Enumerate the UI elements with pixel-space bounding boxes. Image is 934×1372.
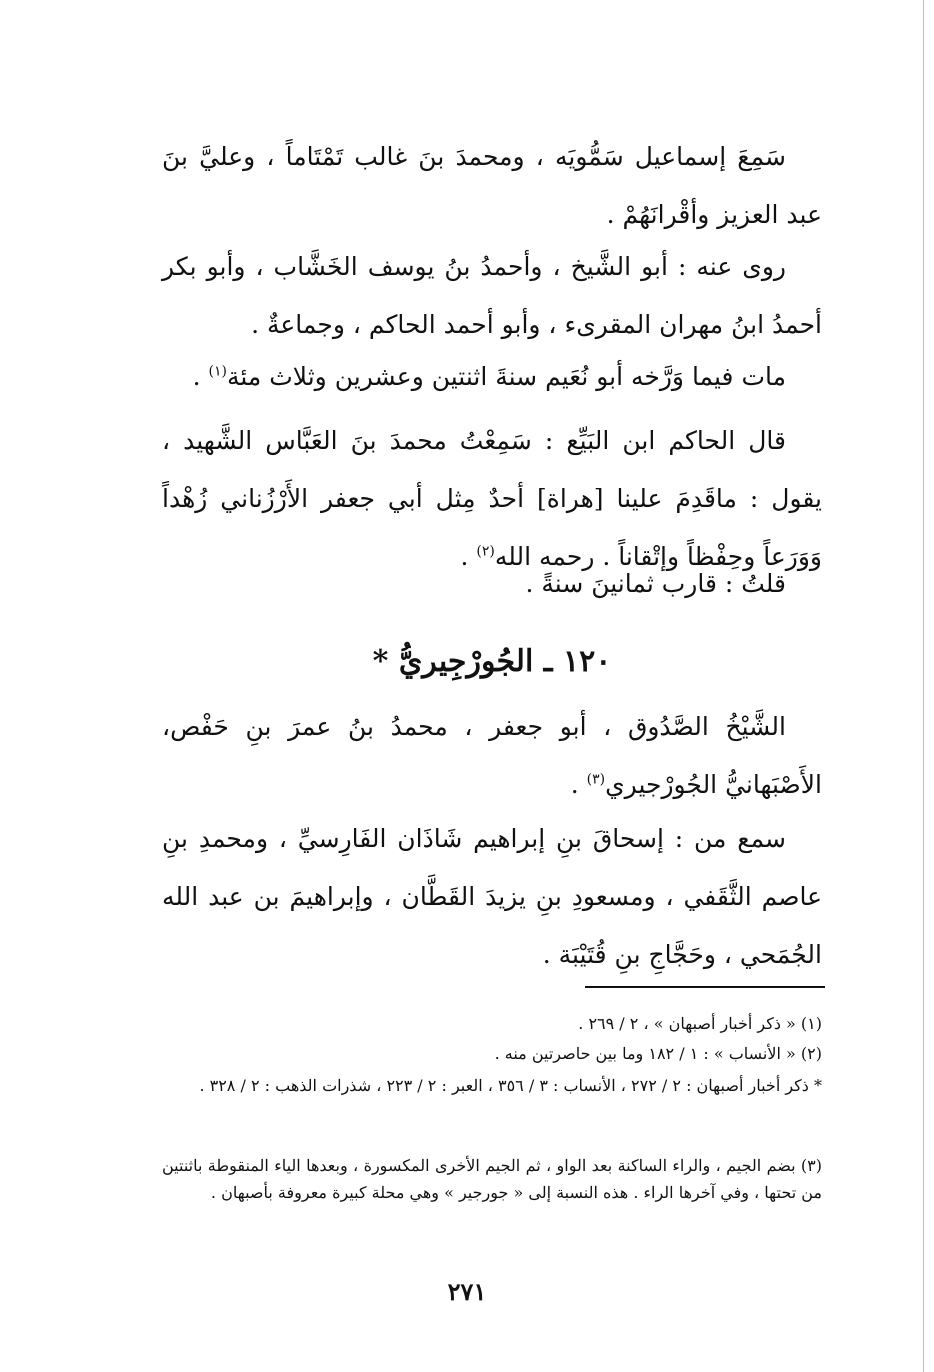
heading-star-mark: *: [372, 644, 389, 679]
paragraph-biography-intro: [162, 698, 822, 814]
footnote-3: (٣) بضم الجيم ، والراء الساكنة بعد الواو ، ثم الجيم الأخرى المكسورة ، وبعدها الياء المنقوطة باثنتين من تحتها ، وفي آخرها الراء . هذه النسبة إلى « جورجير » وهي محلة كبيرة معروفة بأصبهان .: [162, 1156, 822, 1202]
death-end: .: [192, 362, 209, 391]
entry-title: ١٢٠ ـ الجُورْجِيريُّ: [398, 644, 612, 679]
footnote-ref-2: (٢): [476, 543, 495, 560]
footnote-separator: [585, 986, 825, 988]
hakim-end: .: [460, 542, 477, 571]
biography-end: .: [570, 770, 587, 799]
paragraph-students: روى عنه : أبو الشَّيخ ، وأحمدُ بنُ يوسف الخَشَّاب ، وأبو بكر أحمدُ ابنُ مهران المقرىء ، وأبو أحمد الحاكم ، وجماعةٌ .: [162, 252, 822, 339]
footnote-1: (١) « ذكر أخبار أصبهان » ، ٢ / ٢٦٩ .: [578, 1014, 822, 1033]
page-number: ٢٧١: [447, 1277, 487, 1306]
footnote-2: (٢) « الأنساب » : ١ / ١٨٢ وما بين حاصرتين منه .: [494, 1044, 822, 1063]
paragraph-death: [162, 348, 822, 406]
paragraph-heard-from: سمع من : إسحاقَ بنِ إبراهيم شَاذَان الفَارِسيِّ ، ومحمدِ بنِ عاصم الثَّقَفي ، ومسعودِ بنِ يزيدَ القَطَّان ، وإبراهيمَ بن عبد الله الجُمَحي ، وحَجَّاجِ بنِ قُتَيْبَة .: [162, 824, 822, 969]
paragraph-teachers: سَمِعَ إسماعيل سَمُّويَه ، ومحمدَ بنَ غالب تَمْتَاماً ، وعليَّ بنَ عبد العزيز وأقْرانَهُمْ .: [162, 142, 822, 229]
death-text: مات فيما وَرَّخه أبو نُعَيم سنةَ اثنتين وعشرين وثلاث مئة: [226, 362, 786, 391]
footnote-ref-3: (٣): [586, 771, 606, 788]
footnote-ref-1: (١): [208, 363, 227, 380]
biography-text: الشَّيْخُ الصَّدُوق ، أبو جعفر ، محمدُ بنُ عمرَ بنِ حَفْص، الأَصْبَهانيُّ الجُورْجيري: [162, 712, 822, 799]
entry-heading: [162, 638, 822, 686]
paragraph-author-note: قلتُ : قارب ثمانينَ سنةً .: [525, 569, 786, 598]
footnote-star: * ذكر أخبار أصبهان : ٢ / ٢٧٢ ، الأنساب : ٣ / ٣٥٦ ، العبر : ٢ / ٢٢٣ ، شذرات الذهب : ٢ / ٣٢٨ .: [199, 1076, 822, 1095]
hakim-text: قال الحاكم ابن البَيِّع : سَمِعْتُ محمدَ بنَ العَبَّاس الشَّهيد ، يقول : ماقَدِمَ علينا [هراة] أحدٌ مِثل أبي جعفر الأَرْزُناني زُهْداً وَوَرَعاً وحِفْظاً وإتْقاناً . رحمه الله: [162, 426, 822, 571]
page-edge-line: [923, 0, 924, 1372]
